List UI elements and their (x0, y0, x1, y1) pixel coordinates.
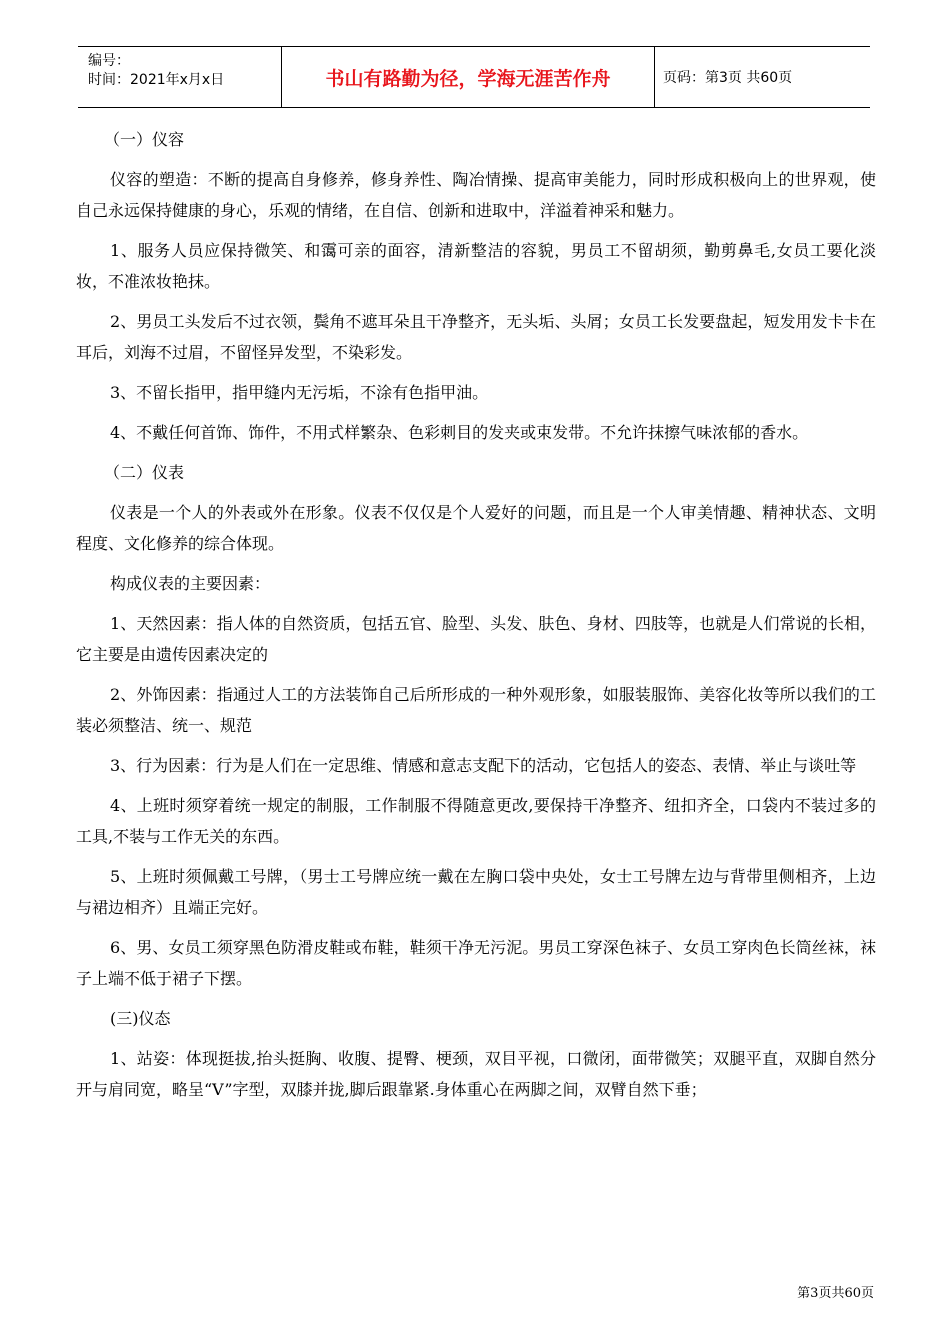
paragraph: 2、外饰因素：指通过人工的方法装饰自己后所形成的一种外观形象，如服装服饰、美容化妆等所以我们的工装必须整洁、统一、规范 (76, 685, 876, 735)
paragraph: 仪容的塑造：不断的提高自身修养，修身养性、陶冶情操、提高审美能力，同时形成积极向上的世界观，使自己永远保持健康的身心，乐观的情绪，在自信、创新和进取中，洋溢着神采和魅力。 (76, 170, 876, 220)
paragraph: 3、不留长指甲，指甲缝内无污垢，不涂有色指甲油。 (110, 383, 489, 402)
number-label: 编号： (88, 53, 130, 69)
header-meta (78, 47, 282, 107)
time-label: 时间：2021年x月x日 (88, 72, 225, 88)
paragraph: 5、上班时须佩戴工号牌，（男士工号牌应统一戴在左胸口袋中央处，女士工号牌左边与背带里侧相齐，上边与裙边相齐）且端正完好。 (76, 867, 876, 917)
page-header (78, 46, 870, 108)
paragraph: 2、男员工头发后不过衣领，鬓角不遮耳朵且干净整齐，无头垢、头屑；女员工长发要盘起，短发用发卡卡在耳后，刘海不过眉，不留怪异发型，不染彩发。 (76, 312, 876, 362)
header-motto: 书山有路勤为径，学海无涯苦作舟 (282, 47, 655, 107)
document-body (76, 124, 876, 1114)
section-heading: (三)仪态 (110, 1009, 171, 1028)
paragraph: 1、天然因素：指人体的自然资质，包括五官、脸型、头发、肤色、身材、四肢等，也就是人们常说的长相，它主要是由遗传因素决定的 (76, 614, 876, 664)
section-heading: （二）仪表 (104, 463, 185, 482)
paragraph: 仪表是一个人的外表或外在形象。仪表不仅仅是个人爱好的问题，而且是一个人审美情趣、精神状态、文明程度、文化修养的综合体现。 (76, 503, 876, 553)
page-footer: 第3页共60页 (797, 1286, 874, 1301)
paragraph: 3、行为因素：行为是人们在一定思维、情感和意志支配下的活动，它包括人的姿态、表情、举止与谈吐等 (110, 756, 857, 775)
header-page-code: 页码：第3页 共60页 (663, 70, 793, 86)
paragraph: 构成仪表的主要因素： (110, 574, 271, 593)
paragraph: 4、不戴任何首饰、饰件，不用式样繁杂、色彩刺目的发夹或束发带。不允许抹擦气味浓郁的香水。 (110, 423, 809, 442)
paragraph: 1、服务人员应保持微笑、和霭可亲的面容，清新整洁的容貌，男员工不留胡须，勤剪鼻毛,女员工要化淡妆，不准浓妆艳抹。 (76, 241, 876, 291)
paragraph: 6、男、女员工须穿黑色防滑皮鞋或布鞋，鞋须干净无污泥。男员工穿深色袜子、女员工穿肉色长筒丝袜，袜子上端不低于裙子下摆。 (76, 938, 876, 988)
paragraph: 4、上班时须穿着统一规定的制服，工作制服不得随意更改,要保持干净整齐、纽扣齐全，口袋内不装过多的工具,不装与工作无关的东西。 (76, 796, 876, 846)
section-heading: （一）仪容 (104, 130, 185, 149)
paragraph: 1、站姿：体现挺拔,抬头挺胸、收腹、提臀、梗颈，双目平视，口微闭，面带微笑；双腿平直，双脚自然分开与肩同宽，略呈“V”字型，双膝并拢,脚后跟靠紧.身体重心在两脚之间，双臂自然下垂； (76, 1049, 876, 1099)
